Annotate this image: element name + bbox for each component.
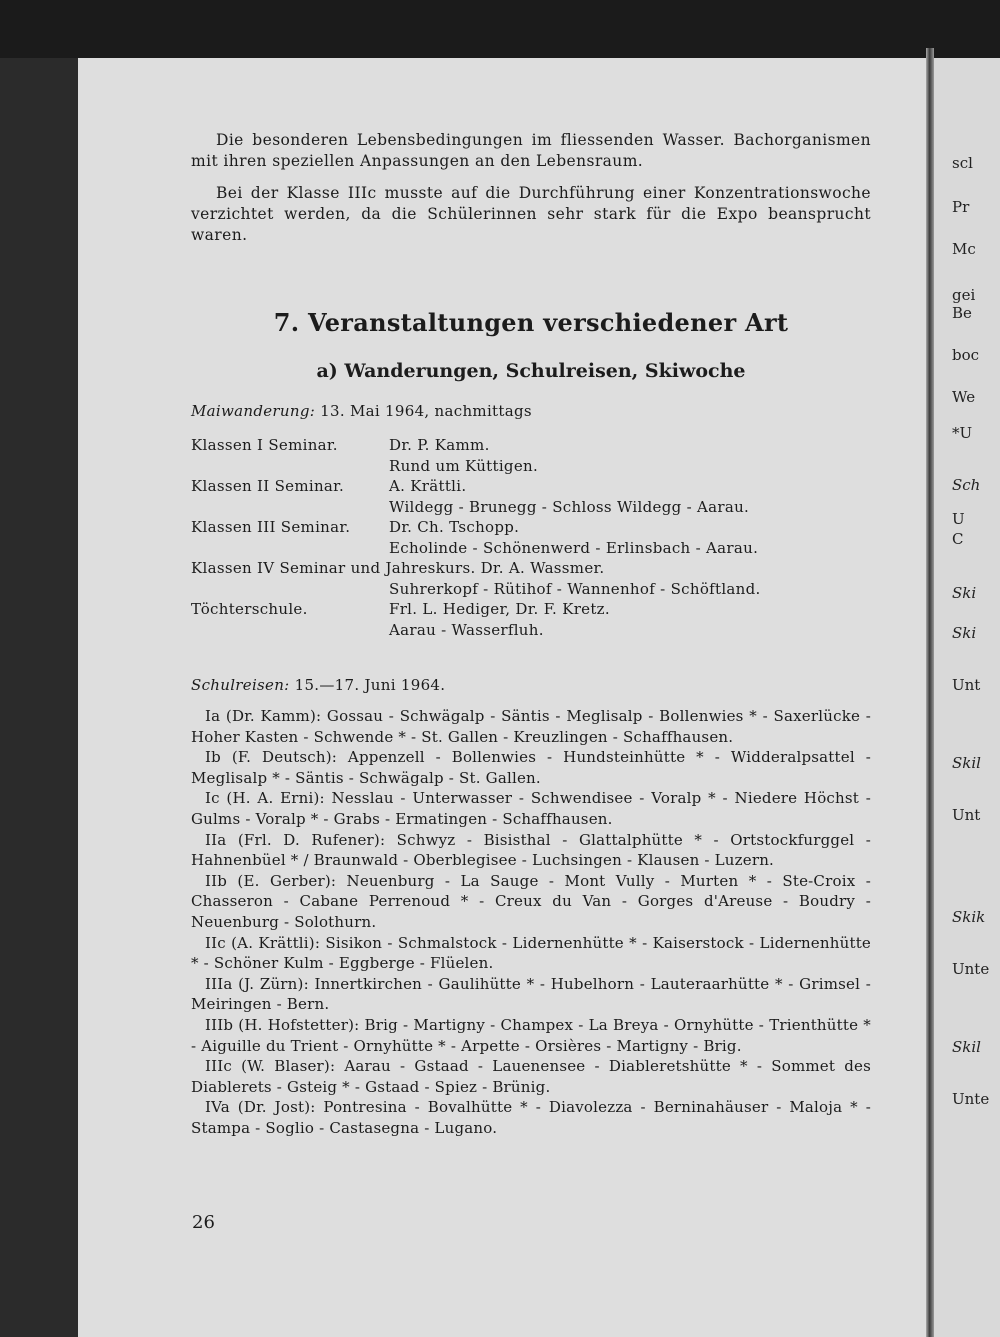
trip-entry: Ib (F. Deutsch): Appenzell - Bollenwies - Hundsteinhütte * - Widderalpsattel - Meglisalp * - Säntis - Schwägalp - St. Gallen. [191,748,871,787]
facing-page-fragment: Unte [952,960,990,978]
facing-page-fragment: We [952,388,976,406]
maiwanderung-table [191,435,881,640]
class-leader: Dr. Ch. Tschopp. [389,518,520,536]
facing-page-fragment: Ski [952,624,977,642]
facing-page-fragment: Pr [952,198,970,216]
facing-page-fragment: Ski [952,584,977,602]
facing-page-fragment: Skil [952,754,981,772]
maiwanderung-line [191,402,532,420]
schulreisen-list [191,706,871,1138]
trip-entry: Ia (Dr. Kamm): Gossau - Schwägalp - Säntis - Meglisalp - Bollenwies * - Saxerlücke - Hoher Kasten - Schwende * - St. Gallen - Kreuzlingen - Schaffhausen. [191,707,871,746]
subsection-title: a) Wanderungen, Schulreisen, Skiwoche [316,360,746,382]
schulreisen-date: 15.—17. Juni 1964. [294,676,446,694]
trip-entry: IIb (E. Gerber): Neuenburg - La Sauge - Mont Vully - Murten * - Ste-Croix - Chasseron - Cabane Perrenoud * - Creux du Van - Gorges d'Areuse - Boudry - Neuenburg - Solothurn. [191,871,871,931]
class-name-and-leader: Klassen IV Seminar und Jahreskurs. Dr. A. Wassmer. [191,559,605,577]
scan-top-background [0,0,1000,58]
class-row [191,558,881,599]
trip-entry: IIc (A. Krättli): Sisikon - Schmalstock - Lidernenhütte * - Kaiserstock - Lidernenhütte * - Schöner Kulm - Eggberge - Flüelen. [191,933,871,973]
class-name: Klassen II Seminar. [191,477,345,495]
class-row [191,435,881,476]
class-route: Wildegg - Brunegg - Schloss Wildegg - Aarau. [389,497,750,516]
facing-page-fragment: Unt [952,676,981,694]
facing-page-fragment: Unt [952,806,981,824]
class-row [191,599,881,640]
facing-page-fragment: Be [952,304,972,322]
facing-page-fragment: U [952,510,965,528]
class-name: Klassen III Seminar. [191,518,351,536]
class-route: Suhrerkopf - Rütihof - Wannenhof - Schöftland. [389,579,761,598]
class-route: Echolinde - Schönenwerd - Erlinsbach - Aarau. [389,538,759,557]
paragraph-2: Bei der Klasse IIIc musste auf die Durchführung einer Konzentrationswoche verzichtet werden, da die Schülerinnen sehr stark für die Expo beansprucht waren. [191,184,871,244]
class-row [191,476,881,517]
trip-entry: Ic (H. A. Erni): Nesslau - Unterwasser - Schwendisee - Voralp * - Niedere Höchst - Gulms - Voralp * - Grabs - Ermatingen - Schaffhausen. [191,789,871,828]
facing-page-fragment: Skik [952,908,986,926]
class-route: Rund um Küttigen. [389,456,539,475]
book-page [78,58,930,1337]
schulreisen-label: Schulreisen: [191,676,290,694]
facing-page-fragment: C [952,530,964,548]
facing-page-fragment: scl [952,154,973,172]
maiwanderung-date: 13. Mai 1964, nachmittags [320,402,532,420]
class-route: Aarau - Wasserfluh. [389,620,544,639]
scan-left-background [0,58,78,1337]
facing-page-fragment: Sch [952,476,981,494]
facing-page-fragment: Skil [952,1038,981,1056]
facing-page-edge [934,58,1000,1337]
class-leader: Dr. P. Kamm. [389,436,490,454]
class-leader: Frl. L. Hediger, Dr. F. Kretz. [389,600,610,618]
facing-page-fragment: *U [952,424,973,442]
facing-page-fragment: Mc [952,240,976,258]
trip-entry: IIa (Frl. D. Rufener): Schwyz - Bisisthal - Glattalphütte * - Ortstockfurggel - Hahnenbüel * / Braunwald - Oberblegisee - Luchsingen - Klausen - Luzern. [191,830,871,870]
facing-page-fragment: Unte [952,1090,990,1108]
trip-entry: IIIb (H. Hofstetter): Brig - Martigny - Champex - La Breya - Ornyhütte - Trienthütte * - Aiguille du Trient - Ornyhütte * - Arpette - Orsières - Martigny - Brig. [191,1015,871,1055]
class-name: Töchterschule. [191,600,308,618]
schulreisen-line [191,676,445,694]
book-gutter [926,48,934,1337]
section-title: 7. Veranstaltungen verschiedener Art [273,308,789,337]
facing-page-fragment: gei [952,286,976,304]
facing-page-fragment: boc [952,346,980,364]
trip-entry: IVa (Dr. Jost): Pontresina - Bovalhütte * - Diavolezza - Berninahäuser - Maloja * - Stampa - Soglio - Castasegna - Lugano. [191,1098,871,1137]
class-row [191,517,881,558]
page-number: 26 [192,1212,215,1233]
maiwanderung-label: Maiwanderung: [191,402,316,420]
trip-entry: IIIc (W. Blaser): Aarau - Gstaad - Lauenensee - Diableretshütte * - Sommet des Diablerets - Gsteig * - Gstaad - Spiez - Brünig. [191,1057,871,1096]
class-name: Klassen I Seminar. [191,436,338,454]
trip-entry: IIIa (J. Zürn): Innertkirchen - Gaulihütte * - Hubelhorn - Lauteraarhütte * - Grimsel - Meiringen - Bern. [191,974,871,1014]
class-leader: A. Krättli. [389,477,467,495]
paragraph-1: Die besonderen Lebensbedingungen im fliessenden Wasser. Bachorganismen mit ihren speziellen Anpassungen an den Lebensraum. [191,131,871,170]
